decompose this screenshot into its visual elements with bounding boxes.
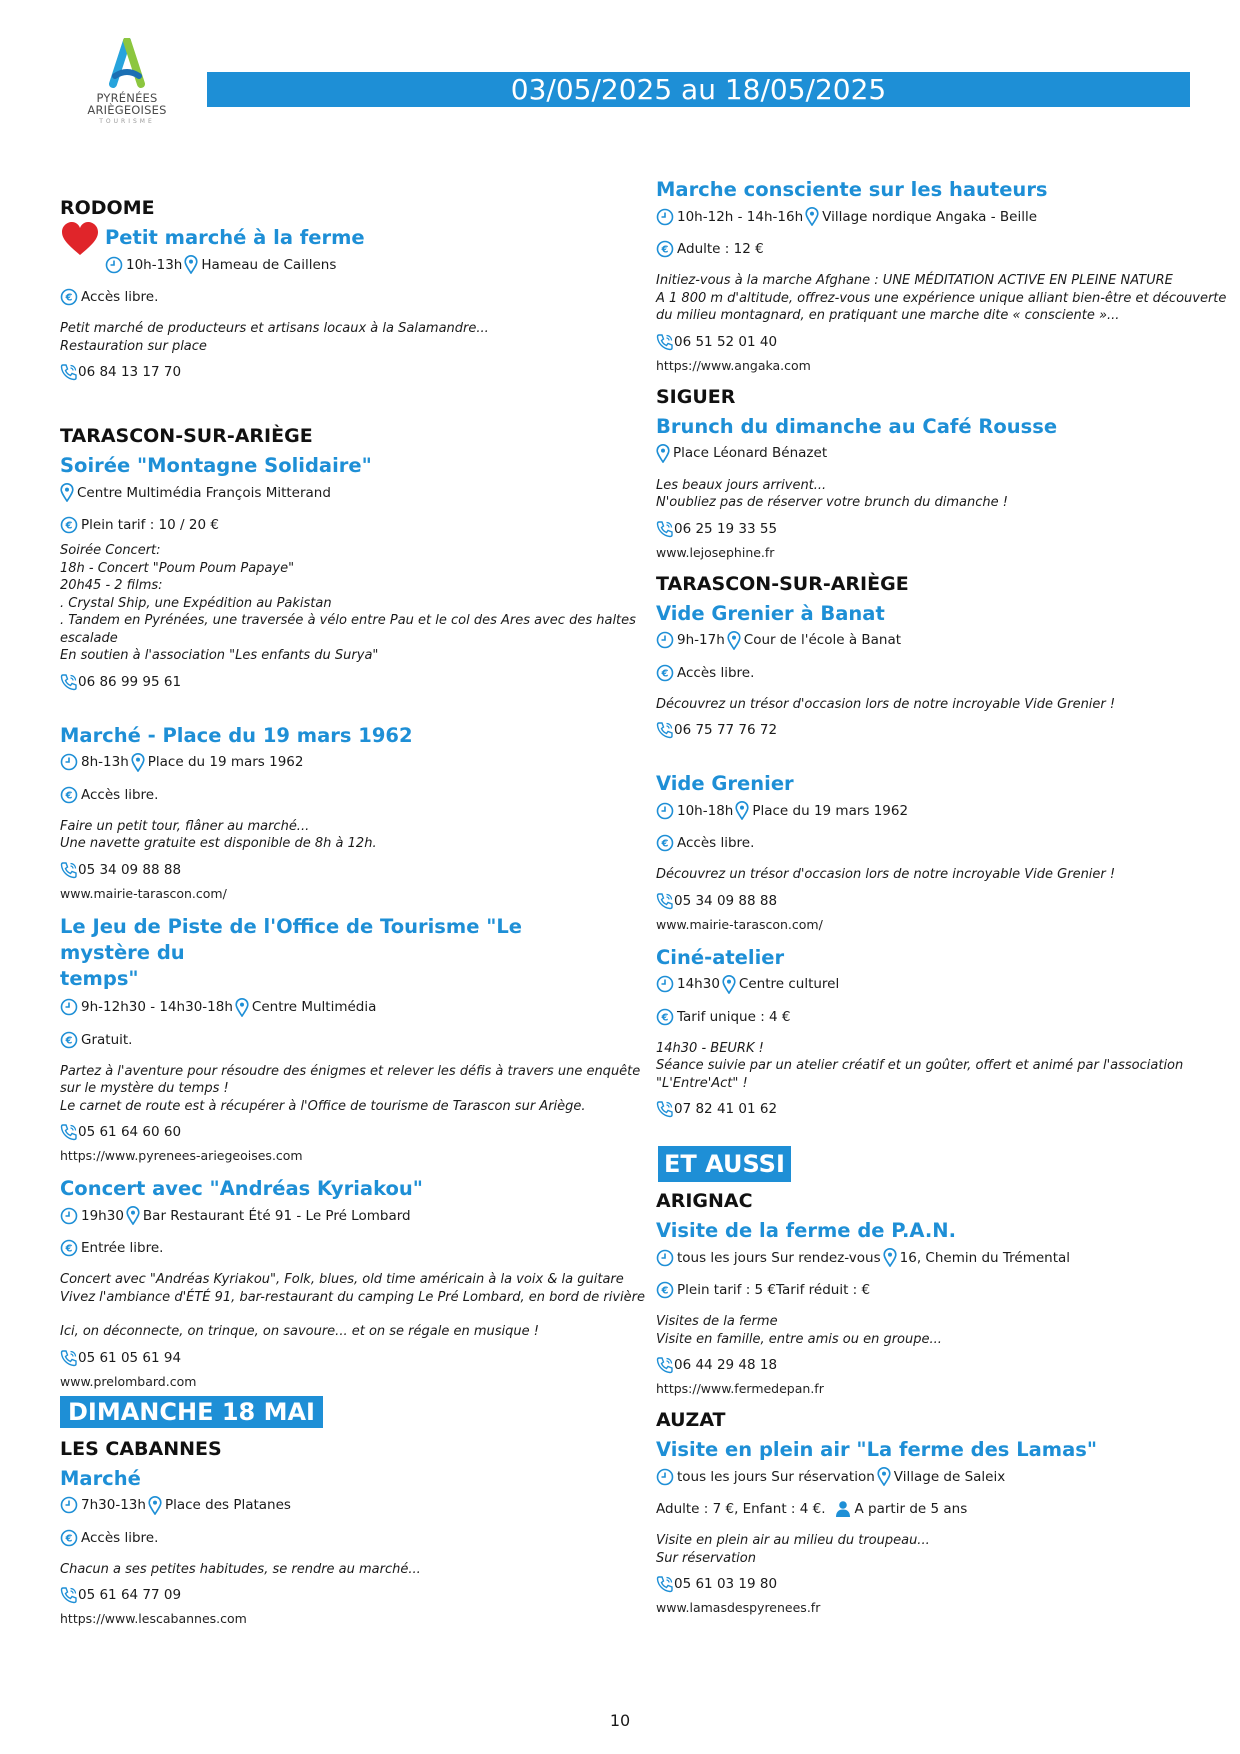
phone-icon [656, 1356, 674, 1374]
event-vide-banat [656, 573, 1196, 740]
event-place: Place des Platanes [164, 1497, 291, 1513]
event-phone[interactable]: 05 61 64 77 09 [78, 1587, 182, 1603]
event-rodome [60, 197, 600, 381]
event-tarascon-soiree [60, 425, 636, 691]
euro-icon [60, 1031, 78, 1049]
desc-line: Visite en famille, entre amis ou en groupe... [656, 1331, 942, 1347]
logo-text-2: ARIÈGEOISES [87, 103, 167, 117]
desc-line: Sur réservation [656, 1550, 756, 1566]
event-url[interactable]: www.mairie-tarascon.com/ [656, 916, 823, 932]
day-heading: DIMANCHE 18 MAI [60, 1396, 323, 1428]
clock-icon [60, 1496, 78, 1514]
desc-line: Vivez l'ambiance d'ÉTÉ 91, bar-restaurant du camping Le Pré Lombard, en bord de rivière [60, 1289, 645, 1305]
desc-line: . Crystal Ship, une Expédition au Pakistan [60, 595, 332, 611]
event-description [656, 272, 1227, 325]
event-url[interactable]: www.prelombard.com [60, 1373, 197, 1389]
event-place: Bar Restaurant Été 91 - Le Pré Lombard [142, 1207, 411, 1224]
person-icon [834, 1500, 852, 1518]
time-place-row [60, 753, 600, 772]
event-description [656, 477, 1196, 512]
event-url[interactable]: https://www.lescabannes.com [60, 1611, 247, 1626]
event-place: Centre culturel [738, 976, 840, 992]
event-time: 10h-12h - 14h-16h [677, 208, 804, 225]
desc-line: sur le mystère du temps ! [60, 1081, 229, 1096]
event-place: Centre Multimédia [251, 999, 377, 1015]
date-range-banner: 03/05/2025 au 18/05/2025 [207, 72, 1190, 107]
event-description [60, 1561, 600, 1579]
euro-icon [656, 1008, 674, 1026]
desc-line: . Tandem en Pyrénées, une traversée à vélo entre Pau et le col des Ares avec des haltes [60, 613, 636, 628]
phone-icon [60, 861, 78, 879]
event-title[interactable]: Marché [60, 1466, 141, 1490]
town-heading: LES CABANNES [60, 1437, 222, 1460]
desc-line: Initiez-vous à la marche Afghane : UNE MÉDITATION ACTIVE EN PLEINE NATURE [656, 273, 1173, 288]
euro-icon [60, 1239, 78, 1257]
phone-icon [656, 1100, 674, 1118]
event-price: Accès libre. [677, 664, 755, 681]
svg-text:€: € [661, 1285, 669, 1297]
phone-row [60, 673, 600, 691]
location-pin-icon [184, 255, 198, 274]
svg-text:€: € [65, 292, 73, 304]
desc-line: Séance suivie par un atelier créatif et un goûter, offert et animé par l'association [656, 1058, 1184, 1073]
euro-icon [656, 240, 674, 258]
event-price: Accès libre. [81, 289, 159, 305]
desc-line: Restauration sur place [60, 338, 207, 354]
location-pin-icon [60, 483, 74, 502]
euro-icon [60, 288, 78, 306]
event-time: 10h-18h [677, 802, 734, 819]
svg-text:€: € [661, 838, 669, 850]
price-row [656, 1008, 1196, 1026]
event-auzat [656, 1409, 1196, 1616]
phone-row [656, 1575, 1196, 1593]
event-url[interactable]: https://www.pyrenees-ariegeoises.com [60, 1148, 303, 1163]
event-title[interactable]: Vide Grenier à Banat [656, 601, 885, 625]
price-row [60, 288, 600, 306]
event-title[interactable]: Marche consciente sur les hauteurs [656, 178, 1048, 201]
svg-text:€: € [661, 1012, 669, 1023]
event-price: Plein tarif : 5 €Tarif réduit : € [677, 1282, 871, 1298]
event-siguer [656, 386, 1196, 561]
price-row [656, 1500, 1196, 1518]
desc-line: 14h30 - BEURK ! [656, 1040, 764, 1056]
svg-text:€: € [65, 1533, 73, 1544]
phone-icon [656, 892, 674, 910]
event-title[interactable]: Marché - Place du 19 mars 1962 [60, 723, 413, 747]
desc-line: 18h - Concert "Poum Poum Papaye" [60, 560, 295, 576]
event-phone[interactable]: 06 75 77 76 72 [674, 722, 778, 738]
price-row [656, 664, 1196, 682]
event-time: 9h-17h [677, 632, 725, 648]
time-place-row [656, 1248, 1196, 1267]
price-row [656, 834, 1196, 852]
event-place: 16, Chemin du Trémental [899, 1249, 1071, 1266]
event-title[interactable]: Petit marché à la ferme [105, 226, 365, 249]
svg-text:€: € [65, 1243, 73, 1255]
event-phone[interactable]: 05 61 03 19 80 [674, 1576, 778, 1592]
event-place: Place Léonard Bénazet [673, 445, 828, 461]
event-place: Hameau de Caillens [201, 256, 337, 273]
desc-line: Chacun a ses petites habitudes, se rendre au marché... [60, 1561, 421, 1577]
town-heading: SIGUER [656, 385, 736, 408]
phone-row [60, 1349, 600, 1367]
desc-line: Concert avec "Andréas Kyriakou", Folk, blues, old time américain à la voix & la guitare [60, 1272, 624, 1287]
logo-text-1: PYRÉNÉES [96, 91, 158, 105]
desc-line: A 1 800 m d'altitude, offrez-vous une expérience unique alliant bien-être et découverte [656, 290, 1227, 306]
clock-icon [656, 1468, 674, 1486]
desc-line: Le carnet de route est à récupérer à l'Office de tourisme de Tarascon sur Ariège. [60, 1098, 586, 1114]
event-price: Plein tarif : 10 / 20 € [81, 517, 219, 533]
desc-line: Découvrez un trésor d'occasion lors de notre incroyable Vide Grenier ! [656, 867, 1116, 882]
svg-text:€: € [65, 790, 73, 801]
phone-icon [656, 520, 674, 538]
time-place-row [105, 255, 600, 274]
time-place-row [656, 631, 1196, 650]
time-place-row [656, 207, 1196, 226]
event-price: Accès libre. [677, 835, 755, 851]
euro-icon [656, 834, 674, 852]
location-pin-icon [805, 207, 819, 226]
town-heading: ARIGNAC [656, 1190, 753, 1212]
event-price: Adulte : 7 €, Enfant : 4 €. [656, 1501, 826, 1517]
desc-line: Visite en plein air au milieu du troupeau... [656, 1533, 930, 1548]
phone-icon [60, 363, 78, 381]
event-description [656, 1040, 1196, 1093]
event-time: tous les jours Sur réservation [677, 1468, 875, 1485]
event-vide-grenier [656, 771, 1196, 933]
clock-icon [656, 1249, 674, 1267]
desc-line: Une navette gratuite est disponible de 8h à 12h. [60, 836, 377, 851]
desc-line: Ici, on déconnecte, on trinque, on savoure... et on se régale en musique ! [60, 1324, 539, 1339]
price-row [60, 786, 600, 804]
location-pin-icon [877, 1467, 891, 1486]
time-place-row [656, 801, 1196, 820]
phone-icon [656, 721, 674, 739]
event-time: tous les jours Sur rendez-vous [677, 1249, 881, 1266]
event-phone[interactable]: 05 61 64 60 60 [78, 1124, 182, 1140]
phone-row [656, 892, 1196, 910]
place-row [60, 483, 600, 502]
time-place-row [656, 1467, 1196, 1486]
event-title[interactable]: Soirée "Montagne Solidaire" [60, 454, 372, 477]
clock-icon [60, 998, 78, 1016]
euro-icon [656, 664, 674, 682]
event-description [656, 696, 1196, 714]
phone-row [60, 1123, 600, 1141]
town-heading: AUZAT [656, 1409, 726, 1431]
desc-line: Soirée Concert: [60, 543, 161, 558]
phone-row [60, 363, 600, 381]
event-tarascon-jeu [60, 914, 641, 1165]
event-place: Cour de l'école à Banat [743, 632, 902, 648]
svg-text:€: € [65, 520, 73, 532]
time-place-row [60, 998, 600, 1017]
event-price: Adulte : 12 € [677, 241, 764, 257]
event-phone[interactable]: 06 44 29 48 18 [674, 1357, 778, 1373]
time-place-row [656, 975, 1196, 994]
title-line: Le Jeu de Piste de l'Office de Tourisme "Le mystère du [60, 914, 523, 964]
event-phone[interactable]: 06 86 99 95 61 [78, 673, 182, 690]
phone-icon [60, 1586, 78, 1604]
logo-text-3: TOURISME [99, 118, 155, 125]
event-marche-consciente [656, 177, 1227, 374]
event-phone[interactable]: 06 84 13 17 70 [78, 364, 182, 380]
desc-line: N'oubliez pas de réserver votre brunch du dimanche ! [656, 495, 1008, 510]
page-number: 10 [609, 1711, 631, 1730]
event-place: Village nordique Angaka - Beille [822, 208, 1038, 225]
location-pin-icon [148, 1496, 162, 1515]
location-pin-icon [735, 801, 749, 820]
left-column [60, 197, 645, 1639]
phone-icon [60, 1123, 78, 1141]
price-row [60, 1529, 600, 1547]
event-place: Village de Saleix [893, 1468, 1006, 1485]
event-description [60, 320, 600, 355]
event-cabannes [60, 1438, 600, 1628]
desc-line: Faire un petit tour, flâner au marché... [60, 818, 310, 834]
town-heading: RODOME [60, 197, 155, 219]
event-url[interactable]: https://www.fermedepan.fr [656, 1381, 824, 1396]
price-row [656, 1281, 1196, 1299]
clock-icon [105, 256, 123, 274]
event-phone[interactable]: 06 25 19 33 55 [674, 520, 778, 537]
town-heading: TARASCON-SUR-ARIÈGE [60, 425, 313, 447]
phone-icon [656, 1575, 674, 1593]
event-phone[interactable]: 05 34 09 88 88 [78, 861, 182, 878]
event-place: Place du 19 mars 1962 [147, 754, 304, 770]
event-place: Centre Multimédia François Mitterand [77, 484, 331, 501]
phone-row [656, 721, 1196, 739]
place-row [656, 444, 1196, 463]
event-arignac [656, 1190, 1196, 1397]
clock-icon [656, 208, 674, 226]
logo-mark-icon [105, 38, 149, 92]
event-description [60, 1063, 641, 1116]
event-url[interactable]: www.mairie-tarascon.com/ [60, 885, 227, 901]
phone-icon [60, 673, 78, 691]
svg-text:€: € [661, 244, 669, 256]
clock-icon [656, 802, 674, 820]
event-place: Place du 19 mars 1962 [752, 802, 909, 819]
heart-icon [60, 221, 100, 257]
event-price: Entrée libre. [81, 1240, 164, 1256]
event-price: Accès libre. [81, 786, 159, 803]
euro-icon [60, 786, 78, 804]
event-time: 10h-13h [126, 256, 183, 273]
phone-icon [656, 333, 674, 351]
event-title[interactable]: Vide Grenier [656, 772, 794, 795]
event-description [656, 1532, 1196, 1567]
et-aussi-heading: ET AUSSI [660, 1148, 789, 1180]
event-age: A partir de 5 ans [854, 1501, 968, 1517]
event-time: 8h-13h [81, 754, 129, 770]
event-phone[interactable]: 07 82 41 01 62 [674, 1101, 778, 1117]
clock-icon [60, 753, 78, 771]
desc-line: Partez à l'aventure pour résoudre des énigmes et relever les défis à travers une enquête [60, 1063, 641, 1079]
event-description [60, 818, 600, 853]
phone-row [656, 520, 1196, 538]
phone-row [60, 1586, 600, 1604]
location-pin-icon [656, 444, 670, 463]
event-title[interactable]: Brunch du dimanche au Café Rousse [656, 414, 1058, 438]
event-url[interactable]: https://www.angaka.com [656, 357, 811, 373]
town-heading: TARASCON-SUR-ARIÈGE [656, 572, 909, 595]
event-phone[interactable]: 05 34 09 88 88 [674, 892, 778, 909]
event-price: Gratuit. [81, 1031, 133, 1048]
event-description [60, 1271, 645, 1341]
event-price: Accès libre. [81, 1529, 159, 1546]
event-cine-atelier [656, 945, 1196, 1119]
event-time: 7h30-13h [81, 1497, 146, 1513]
title-line: temps" [60, 966, 139, 990]
location-pin-icon [727, 631, 741, 650]
desc-line: Découvrez un trésor d'occasion lors de notre incroyable Vide Grenier ! [656, 696, 1116, 712]
clock-icon [656, 975, 674, 993]
euro-icon [60, 516, 78, 534]
euro-icon [60, 1529, 78, 1547]
price-row [656, 240, 1196, 258]
desc-line: Petit marché de producteurs et artisans locaux à la Salamandre... [60, 321, 489, 336]
location-pin-icon [722, 975, 736, 994]
phone-icon [60, 1349, 78, 1367]
event-title[interactable] [60, 914, 600, 992]
event-url[interactable]: www.lejosephine.fr [656, 544, 775, 560]
location-pin-icon [883, 1248, 897, 1267]
event-phone[interactable]: 06 51 52 01 40 [674, 333, 778, 350]
desc-line: Visites de la ferme [656, 1314, 778, 1329]
desc-line: Les beaux jours arrivent... [656, 477, 827, 493]
event-time: 19h30 [81, 1207, 124, 1224]
phone-row [60, 861, 600, 879]
right-column [656, 177, 1227, 1628]
phone-row [656, 1356, 1196, 1374]
location-pin-icon [235, 998, 249, 1017]
event-price: Tarif unique : 4 € [677, 1008, 791, 1025]
event-description [60, 542, 636, 665]
time-place-row [60, 1496, 600, 1515]
event-title[interactable]: Concert avec "Andréas Kyriakou" [60, 1177, 423, 1200]
event-tarascon-marche [60, 723, 600, 902]
event-time: 9h-12h30 - 14h30-18h [81, 999, 233, 1015]
event-description [656, 1313, 1196, 1348]
event-title[interactable]: Ciné-atelier [656, 945, 785, 969]
desc-line: 20h45 - 2 films: [60, 578, 163, 593]
event-description [656, 866, 1196, 884]
clock-icon [60, 1207, 78, 1225]
desc-line: En soutien à l'association "Les enfants du Surya" [60, 648, 379, 663]
price-row [60, 516, 600, 534]
time-place-row [60, 1206, 600, 1225]
desc-line: du milieu montagnard, en pratiquant une marche dite « consciente »... [656, 308, 1120, 323]
clock-icon [656, 631, 674, 649]
logo [72, 38, 182, 138]
phone-row [656, 1100, 1196, 1118]
location-pin-icon [131, 753, 145, 772]
desc-line: escalade [60, 630, 118, 646]
svg-text:€: € [661, 668, 669, 679]
event-url[interactable]: www.lamasdespyrenees.fr [656, 1600, 821, 1615]
event-tarascon-concert [60, 1176, 645, 1390]
event-phone[interactable]: 05 61 05 61 94 [78, 1349, 182, 1366]
price-row [60, 1239, 600, 1257]
phone-row [656, 333, 1196, 351]
event-title[interactable]: Visite de la ferme de P.A.N. [656, 1219, 957, 1242]
euro-icon [656, 1281, 674, 1299]
event-title[interactable]: Visite en plein air "La ferme des Lamas" [656, 1438, 1098, 1461]
event-time: 14h30 [677, 976, 720, 992]
desc-line: "L'Entre'Act" ! [656, 1075, 748, 1091]
price-row [60, 1031, 600, 1049]
location-pin-icon [126, 1206, 140, 1225]
svg-text:€: € [65, 1035, 73, 1046]
